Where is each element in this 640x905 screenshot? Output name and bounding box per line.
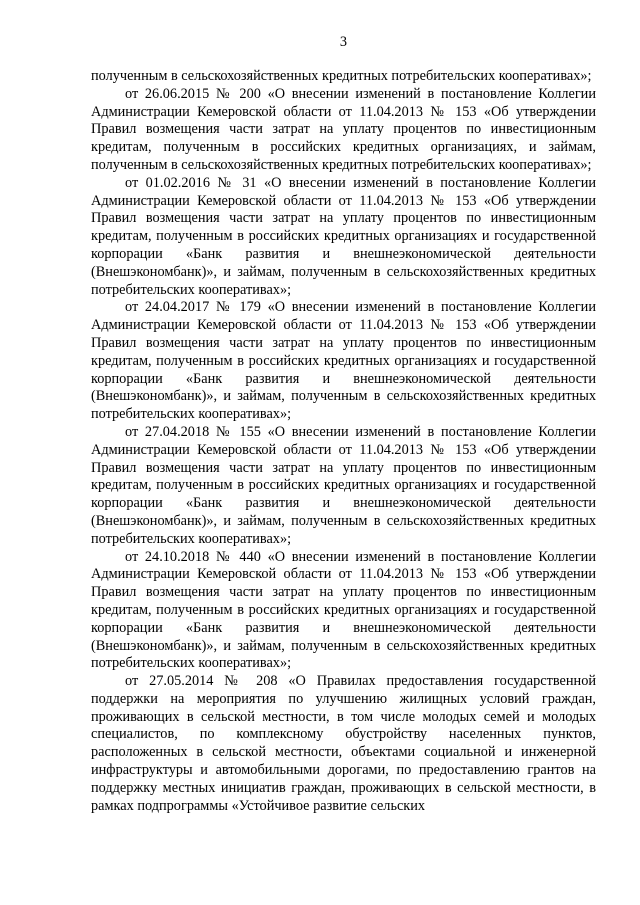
paragraph-continuation: полученным в сельскохозяйственных кредитных потребительских кооперативах»; <box>91 68 592 84</box>
paragraph-decree-2016-31: от 01.02.2016 № 31 «О внесении изменений в постановление Коллегии Администрации Кемеровской области от 11.04.2013 № 153 «Об утверждении Правил возмещения части затрат на уплату процентов по инвестиционным кредитам, полученным в российских кредитных организациях и государственной корпорации «Банк развития и внешнеэкономической деятельности (Внешэкономбанк)», и займам, полученным в сельскохозяйственных кредитных потребительских кооперативах»; <box>91 174 596 298</box>
page-number: 3 <box>339 34 348 50</box>
paragraph-decree-2018-440: от 24.10.2018 № 440 «О внесении изменений в постановление Коллегии Администрации Кемеровской области от 11.04.2013 № 153 «Об утверждении Правил возмещения части затрат на уплату процентов по инвестиционным кредитам, полученным в российских кредитных организациях и государственной корпорации «Банк развития и внешнеэкономической деятельности (Внешэкономбанк)», и займам, полученным в сельскохозяйственных кредитных потребительских кооперативах»; <box>91 548 596 672</box>
document-page <box>91 34 596 815</box>
paragraph-decree-2015-200: от 26.06.2015 № 200 «О внесении изменений в постановление Коллегии Администрации Кемеровской области от 11.04.2013 № 153 «Об утверждении Правил возмещения части затрат на уплату процентов по инвестиционным кредитам, полученным в российских кредитных организациях, и займам, полученным в сельскохозяйственных кредитных потребительских кооперативах»; <box>91 85 596 173</box>
paragraph-decree-2018-155: от 27.04.2018 № 155 «О внесении изменений в постановление Коллегии Администрации Кемеровской области от 11.04.2013 № 153 «Об утверждении Правил возмещения части затрат на уплату процентов по инвестиционным кредитам, полученным в российских кредитных организациях и государственной корпорации «Банк развития и внешнеэкономической деятельности (Внешэкономбанк)», и займам, полученным в сельскохозяйственных кредитных потребительских кооперативах»; <box>91 423 596 547</box>
paragraph-decree-2014-208: от 27.05.2014 № 208 «О Правилах предоставления государственной поддержки на мероприятия по улучшению жилищных условий граждан, проживающих в сельской местности, в том числе молодых семей и молодых специалистов, по комплексному обустройству населенных пунктов, расположенных в сельской местности, объектами социальной и инженерной инфраструктуры и автомобильными дорогами, по предоставлению грантов на поддержку местных инициатив граждан, проживающих в сельской местности, в рамках подпрограммы «Устойчивое развитие сельских <box>91 673 596 814</box>
document-body <box>91 68 596 815</box>
paragraph-decree-2017-179: от 24.04.2017 № 179 «О внесении изменений в постановление Коллегии Администрации Кемеровской области от 11.04.2013 № 153 «Об утверждении Правил возмещения части затрат на уплату процентов по инвестиционным кредитам, полученным в российских кредитных организациях и государственной корпорации «Банк развития и внешнеэкономической деятельности (Внешэкономбанк)», и займам, полученным в сельскохозяйственных кредитных потребительских кооперативах»; <box>91 299 596 423</box>
